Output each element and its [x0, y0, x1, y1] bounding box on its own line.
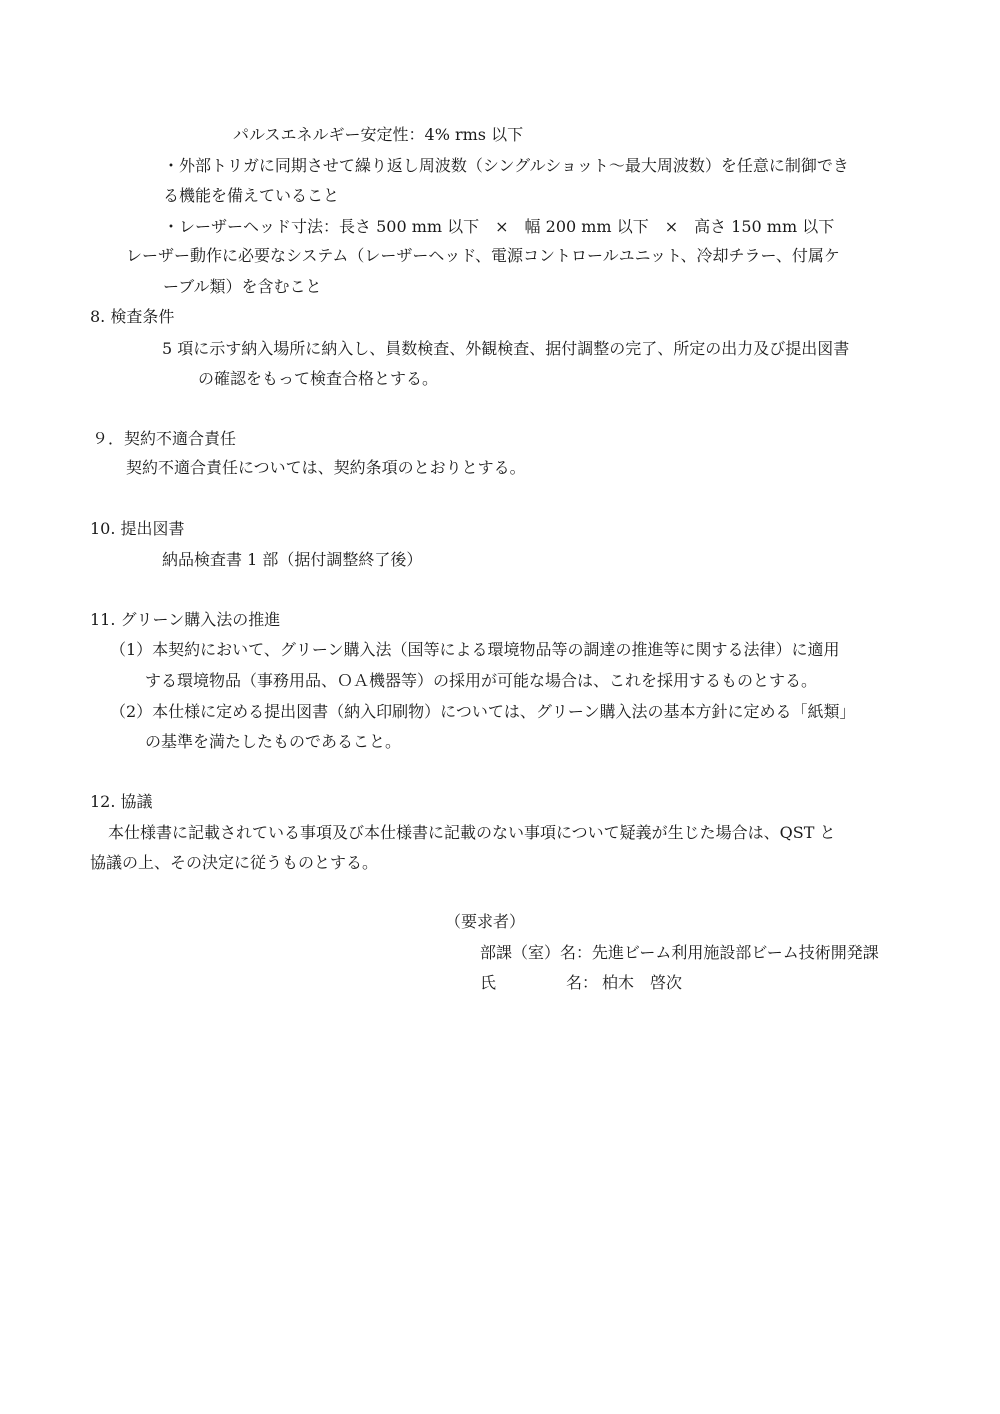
section-10-body: 納品検査書 1 部（据付調整終了後）	[162, 550, 423, 569]
section-8-body-line1: 5 項に示す納入場所に納入し、員数検査、外観検査、据付調整の完了、所定の出力及び提出図書	[162, 339, 850, 358]
section-9-body: 契約不適合責任については、契約条項のとおりとする。	[126, 458, 526, 477]
spec-system-line1: レーザー動作に必要なシステム（レーザーヘッド、電源コントロールユニット、冷却チラー、付属ケ	[126, 246, 840, 265]
requester-name-label-b: 名：	[566, 973, 599, 992]
spec-trigger-line1: ・外部トリガに同期させて繰り返し周波数（シングルショット～最大周波数）を任意に制御でき	[163, 156, 849, 175]
section-11-item2-line1: （2）本仕様に定める提出図書（納入印刷物）については、グリーン購入法の基本方針に定める「紙類」	[110, 702, 856, 721]
section-11-heading: 11. グリーン購入法の推進	[90, 610, 281, 629]
spec-pulse-stability: パルスエネルギー安定性：4% rms 以下	[233, 125, 524, 144]
requester-name-value: 柏木 啓次	[602, 973, 683, 992]
section-10-heading: 10. 提出図書	[90, 519, 185, 538]
spec-trigger-line2: る機能を備えていること	[163, 186, 340, 205]
section-12-body-line1: 本仕様書に記載されている事項及び本仕様書に記載のない事項について疑義が生じた場合は、QST と	[108, 823, 836, 842]
section-11-item1-line1: （1）本契約において、グリーン購入法（国等による環境物品等の調達の推進等に関する法律）に適用	[110, 640, 840, 659]
requester-dept-value: 先進ビーム利用施設部ビーム技術開発課	[592, 943, 879, 962]
spec-head-dimensions: ・レーザーヘッド寸法：長さ 500 mm 以下 × 幅 200 mm 以下 × 高さ 150 mm 以下	[163, 217, 835, 236]
section-8-heading: 8. 検査条件	[90, 307, 175, 326]
requester-title: （要求者）	[445, 912, 526, 931]
requester-dept-label: 部課（室）名：	[480, 943, 593, 962]
section-11-item1-line2: する環境物品（事務用品、ＯＡ機器等）の採用が可能な場合は、これを採用するものとする。	[145, 671, 818, 690]
section-11-item2-line2: の基準を満たしたものであること。	[145, 732, 402, 751]
section-12-body-line2: 協議の上、その決定に従うものとする。	[90, 853, 379, 872]
section-12-heading: 12. 協議	[90, 792, 153, 811]
section-8-body-line2: の確認をもって検査合格とする。	[198, 369, 439, 388]
section-9-heading: ９．契約不適合責任	[92, 429, 237, 448]
requester-name-label-a: 氏	[480, 973, 497, 992]
spec-system-line2: ーブル類）を含むこと	[163, 277, 322, 296]
